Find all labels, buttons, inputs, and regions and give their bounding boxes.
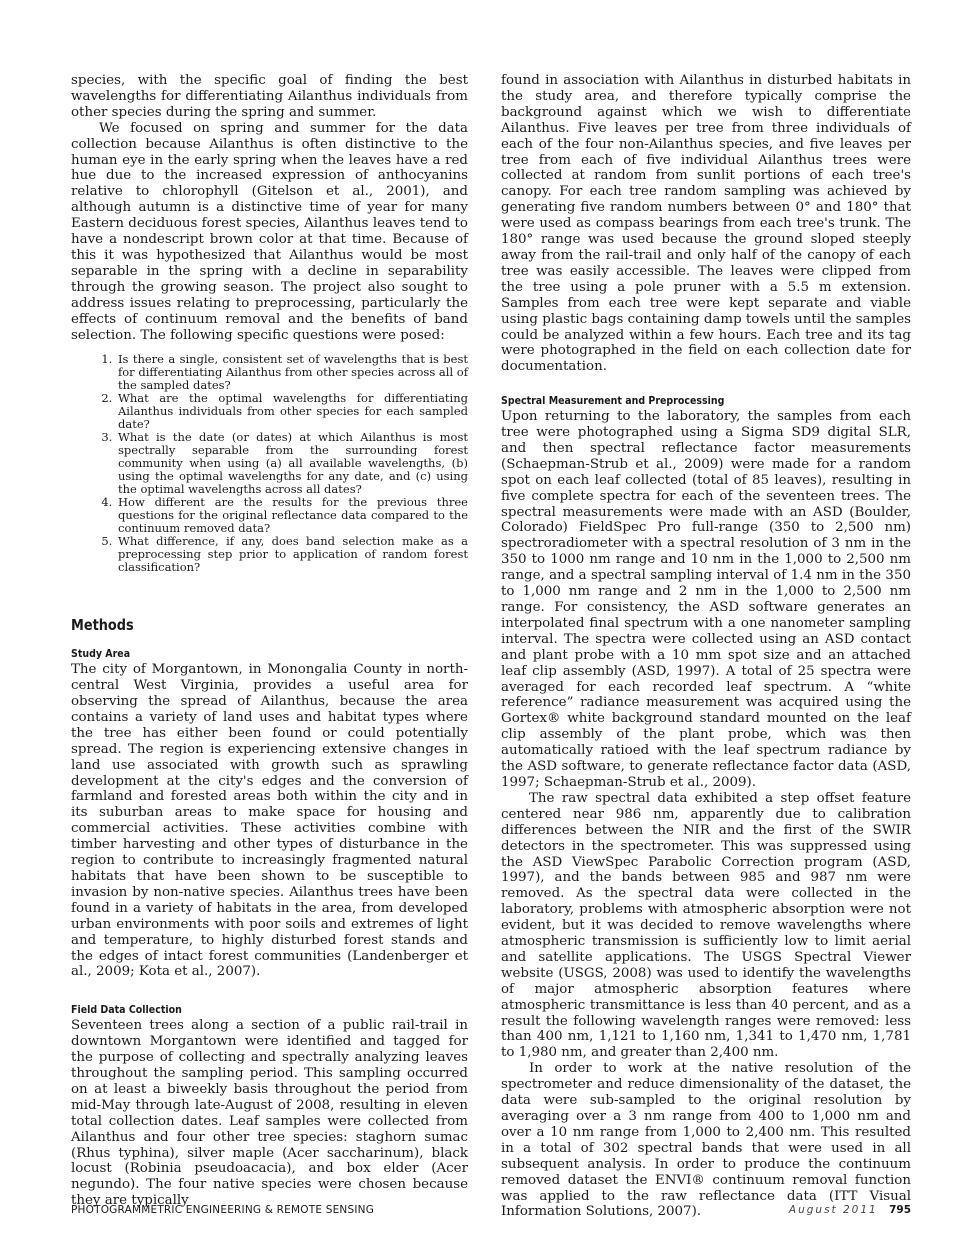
list-item: 5. What difference, if any, does band selection make as a preprocessing step prior to application of random forest classification? <box>116 535 468 574</box>
paragraph: The raw spectral data exhibited a step offset feature centered near 986 nm, apparently due to calibration differences between the NIR and the first of the SWIR detectors in the spectrometer. This was suppressed using the ASD ViewSpec Parabolic Correction program (ASD, 1997), and the bands between 985 and 987 nm were removed. As the spectral data were collected in the laboratory, problems with atmospheric absorption were not evident, but it was decided to remove wavelengths where atmospheric transmission is sufficiently low to limit aerial and satellite applications. The USGS Spectral Viewer website (USGS, 2008) was used to identify the wavelengths of major atmospheric absorption features where atmospheric transmittance is less than 40 percent, and as a result the following wavelength ranges were removed: less than 400 nm, 1,121 to 1,160 nm, 1,341 to 1,470 nm, 1,781 to 1,980 nm, and greater than 2,400 nm. <box>501 790 911 1061</box>
page-footer-right <box>789 1204 911 1216</box>
subsection-heading-field-data: Field Data Collection <box>71 1003 182 1017</box>
paragraph: In order to work at the native resolution of the spectrometer and reduce dimensionality of the dataset, the data were sub-sampled to the original resolution by averaging over a 3 nm range from 400 to 1,000 nm and over a 10 nm range from 1,000 to 2,400 nm. This resulted in a total of 302 spectral bands that were used in all subsequent analysis. In order to produce the continuum removed dataset the ENVI® continuum removal function was applied to the raw reflectance data (ITT Visual Information Solutions, 2007). <box>501 1061 911 1220</box>
journal-name: PHOTOGRAMMETRIC ENGINEERING & REMOTE SENSING <box>71 1204 375 1216</box>
paragraph: species, with the specific goal of finding the best wavelengths for differentiating Ailanthus individuals from other species during the spring and summer. <box>71 73 468 120</box>
list-item: 2. What are the optimal wavelengths for differentiating Ailanthus individuals from other species for each sampled date? <box>116 392 468 431</box>
list-item: 3. What is the date (or dates) at which Ailanthus is most spectrally separable from the surrounding forest community when using (a) all available wavelengths, (b) using the optimal wavelengths for any date, and (c) using the optimal wavelengths across all dates? <box>116 431 468 496</box>
list-item: 1. Is there a single, consistent set of wavelengths that is best for differentiating Ailanthus from other species across all of the sampled dates? <box>116 353 468 392</box>
list-item: 4. How different are the results for the previous three questions for the original reflectance data compared to the continuum removed data? <box>116 496 468 535</box>
subsection-heading-study-area: Study Area <box>71 647 131 661</box>
subsection-heading-spectral: Spectral Measurement and Preprocessing <box>501 394 725 408</box>
paragraph: Upon returning to the laboratory, the samples from each tree were photographed using a Sigma SD9 digital SLR, and then spectral reflectance factor measurements (Schaepman-Strub et al., 2009) were made for a random spot on each leaf collected (total of 85 leaves), resulting in five complete spectra for each of the seventeen trees. The spectral measurements were made with an ASD (Boulder, Colorado) FieldSpec Pro full-range (350 to 2,500 nm) spectroradiometer with a spectral resolution of 3 nm in the 350 to 1000 nm range and 10 nm in the 1,000 to 2,500 nm range, and a spectral sampling interval of 1.4 nm in the 350 to 1,000 nm range and 2 nm in the 1,000 to 2,500 nm range. For consistency, the ASD software generates an interpolated final spectrum with a one nanometer sampling interval. The spectra were collected using an ASD contact and plant probe with a 10 mm spot size and an attached leaf clip assembly (ASD, 1997). A total of 25 spectra were averaged for each recorded leaf spectrum. A “white reference” radiance measurement was acquired using the Gortex® white background standard mounted on the leaf clip assembly of the plant probe, which was then automatically ratioed with the leaf spectrum radiance by the ASD software, to generate reflectance factor data (ASD, 1997; Schaepman-Strub et al., 2009). <box>501 409 911 790</box>
paragraph: We focused on spring and summer for the data collection because Ailanthus is often distinctive to the human eye in the early spring when the leaves have a red hue due to the increased expression of anthocyanins relative to chlorophyll (Gitelson et al., 2001), and although autumn is a distinctive time of year for many Eastern deciduous forest species, Ailanthus leaves tend to have a nondescript brown color at that time. Because of this it was hypothesized that Ailanthus would be most separable in the spring with a decline in separability through the growing season. The project also sought to address issues relating to preprocessing, particularly the effects of continuum removal and the benefits of band selection. The following specific questions were posed: <box>71 120 468 343</box>
paragraph: The city of Morgantown, in Monongalia County in north-central West Virginia, provides a useful area for observing the spread of Ailanthus, because the area contains a variety of land uses and habitat types where the tree has either been found or could potentially spread. The region is experiencing extensive changes in land use associated with growth such as sprawling development at the city's edges and the conversion of farmland and forested areas both within the city and in its suburban areas to make space for housing and commercial activities. These activities combine with timber harvesting and other types of disturbance in the region to contribute to increasingly fragmented natural habitats that have been shown to be susceptible to invasion by non-native species. Ailanthus trees have been found in a variety of habitats in the area, from developed urban environments with poor soils and extremes of light and temperature, to highly disturbed forest stands and the edges of intact forest communities (Landenberger et al., 2009; Kota et al., 2007). <box>71 662 468 980</box>
page-number: 795 <box>889 1204 911 1216</box>
paragraph: Seventeen trees along a section of a public rail-trail in downtown Morgantown were identified and tagged for the purpose of collecting and spectrally analyzing leaves throughout the sampling period. This sampling occurred on at least a biweekly basis throughout the period from mid-May through late-August of 2008, resulting in eleven total collection dates. Leaf samples were collected from Ailanthus and four other tree species: staghorn sumac (Rhus typhina), silver maple (Acer saccharinum), black locust (Robinia pseudoacacia), and box elder (Acer negundo). The four native species were chosen because they are typically <box>71 1018 468 1209</box>
issue-date: August 2011 <box>788 1204 878 1216</box>
paragraph: found in association with Ailanthus in disturbed habitats in the study area, and therefore typically comprise the background against which we wish to differentiate Ailanthus. Five leaves per tree from three individuals of each of the four non-Ailanthus species, and five leaves per tree from each of five individual Ailanthus trees were collected at random from sunlit portions of each tree's canopy. For each tree random sampling was achieved by generating five random numbers between 0° and 180° that were used as compass bearings from each tree's trunk. The 180° range was used because the ground sloped steeply away from the rail-trail and only half of the canopy of each tree was easily accessible. The leaves were clipped from the tree using a pole pruner with a 5.5 m extension. Samples from each tree were kept separate and viable using plastic bags containing damp towels until the samples could be analyzed within a few hours. Each tree and its tag were photographed in the field on each collection date for documentation. <box>501 73 911 375</box>
left-column <box>71 73 468 1209</box>
right-column <box>501 73 911 1220</box>
question-list <box>71 353 468 574</box>
section-heading-methods: Methods <box>71 616 134 635</box>
